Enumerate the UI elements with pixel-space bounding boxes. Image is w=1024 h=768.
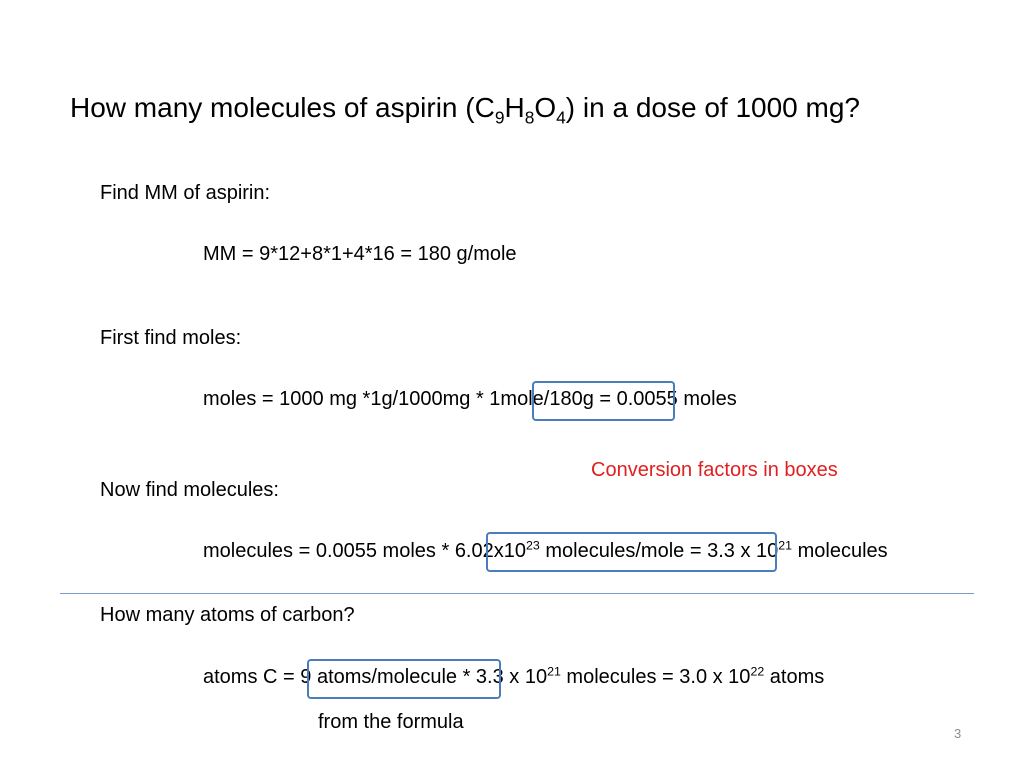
moles-conversion-factor: 1mole/180g xyxy=(489,388,594,410)
molecules-result-exponent: 21 xyxy=(778,538,793,553)
atoms-equation xyxy=(203,664,825,688)
molecules-eq-mid: = 3.3 x 10 xyxy=(684,540,779,562)
page-number: 3 xyxy=(954,726,962,741)
slide-title xyxy=(70,92,860,128)
avogadro-conversion-box xyxy=(486,532,777,572)
molecules-heading: Now find molecules: xyxy=(100,479,279,501)
molecules-eq-after: molecules xyxy=(792,540,888,562)
atoms-eq-before: atoms C = xyxy=(203,666,301,688)
moles-eq-before: moles = 1000 mg *1g/1000mg * xyxy=(203,388,490,410)
atoms-exponent-1: 21 xyxy=(547,664,561,679)
atoms-footnote: from the formula xyxy=(318,711,464,733)
title-suffix: ) in a dose of 1000 mg? xyxy=(565,92,860,123)
title-h-letter: H xyxy=(504,92,525,123)
atoms-eq-after: atoms xyxy=(764,666,825,688)
moles-conversion-box xyxy=(532,381,675,421)
molecules-eq-before: molecules = 0.0055 moles * xyxy=(203,540,455,562)
atoms-conversion-box xyxy=(307,659,501,699)
avogadro-base: 6.02x10 xyxy=(454,540,526,562)
mm-equation: MM = 9*12+8*1+4*16 = 180 g/mole xyxy=(203,243,517,265)
avogadro-units: molecules/mole xyxy=(539,540,685,562)
moles-heading: First find moles: xyxy=(100,327,242,349)
title-h-count: 8 xyxy=(524,107,535,128)
moles-eq-after: = 0.0055 moles xyxy=(593,388,737,410)
atoms-eq-mid1: * 3.3 x 10 xyxy=(457,666,548,688)
section-divider xyxy=(60,593,974,594)
atoms-conversion-factor: 9 atoms/molecule xyxy=(300,666,458,688)
title-c-count: 9 xyxy=(494,107,505,128)
conversion-note: Conversion factors in boxes xyxy=(591,459,838,481)
atoms-exponent-2: 22 xyxy=(750,664,765,679)
atoms-heading: How many atoms of carbon? xyxy=(100,604,355,626)
mm-heading: Find MM of aspirin: xyxy=(100,182,271,204)
avogadro-exponent: 23 xyxy=(525,538,540,553)
title-o-letter: O xyxy=(534,92,557,123)
atoms-eq-mid2: molecules = 3.0 x 10 xyxy=(560,666,751,688)
title-o-count: 4 xyxy=(556,107,566,128)
title-prefix: How many molecules of aspirin (C xyxy=(70,92,495,123)
